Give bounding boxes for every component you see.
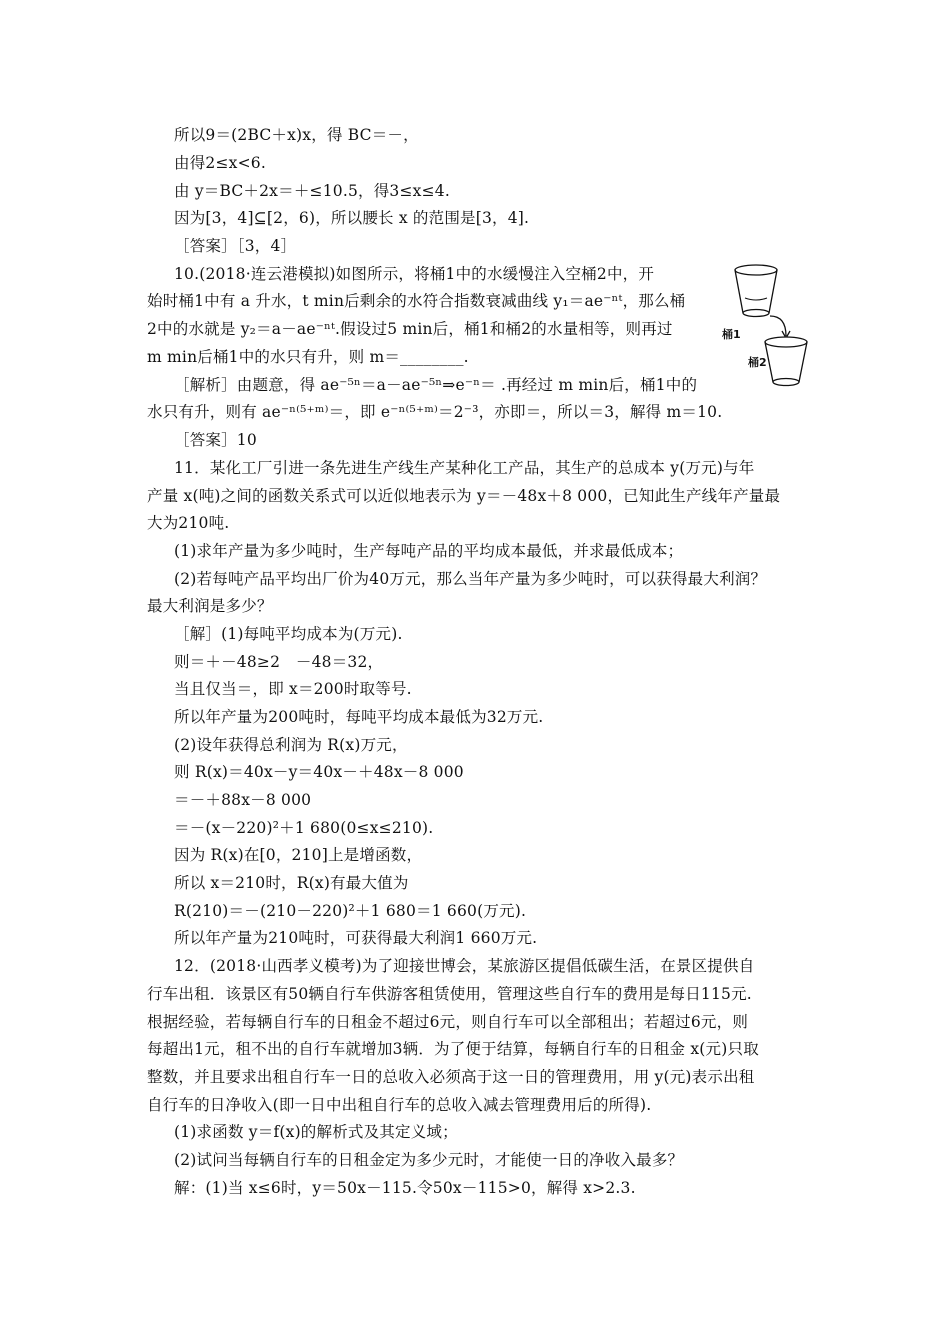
solution-line: 所以年产量为200吨时，每吨平均成本最低为32万元. xyxy=(174,708,544,726)
solution-line: 当且仅当＝，即 x＝200时取等号. xyxy=(174,680,412,698)
problem-11-line: 大为210吨. xyxy=(147,514,230,532)
problem-11-line: 11．某化工厂引进一条先进生产线生产某种化工产品，其生产的总成本 y(万元)与年 xyxy=(174,459,755,477)
answer-line: ［答案］10 xyxy=(174,431,257,449)
solution-line: 则＝＋－48≥2 －48＝32， xyxy=(174,653,384,671)
solution-line: ［解］(1)每吨平均成本为(万元). xyxy=(174,625,403,643)
solution-line: 则 R(x)＝40x－y＝40x－＋48x－8 000 xyxy=(174,763,464,781)
problem-12-line: 每超出1元，租不出的自行车就增加3辆．为了便于结算，每辆自行车的日租金 x(元)只取 xyxy=(147,1040,759,1058)
problem-10-line: m min后桶1中的水只有升，则 m＝________. xyxy=(147,348,469,366)
bucket-figure xyxy=(722,258,822,388)
analysis-line: ［解析］由题意，得 ae⁻⁵ⁿ＝a－ae⁻⁵ⁿ⇒e⁻ⁿ＝ .再经过 m min后，桶1中的 xyxy=(174,376,698,394)
solution-line: ＝－＋88x－8 000 xyxy=(174,791,312,809)
text-line: 由得2≤x<6. xyxy=(174,154,266,172)
problem-12-line: 整数，并且要求出租自行车一日的总收入必须高于这一日的管理费用，用 y(元)表示出租 xyxy=(147,1068,755,1086)
solution-line: 解：(1)当 x≤6时，y＝50x－115.令50x－115>0，解得 x>2.3. xyxy=(174,1179,636,1197)
solution-line: (2)设年获得总利润为 R(x)万元， xyxy=(174,736,408,754)
problem-10-line: 2中的水就是 y₂＝a－ae⁻ⁿᵗ.假设过5 min后，桶1和桶2的水量相等，则再过 xyxy=(147,320,673,338)
problem-12-line: 行车出租．该景区有50辆自行车供游客租赁使用，管理这些自行车的费用是每日115元. xyxy=(147,985,752,1003)
problem-12-line: (1)求函数 y＝f(x)的解析式及其定义域； xyxy=(174,1123,458,1141)
bucket-1-label: 桶1 xyxy=(722,328,741,341)
solution-line: 所以 x＝210时，R(x)有最大值为 xyxy=(174,874,409,892)
problem-12-line: (2)试问当每辆自行车的日租金定为多少元时，才能使一日的净收入最多？ xyxy=(174,1151,684,1169)
pour-arrow-icon xyxy=(770,316,790,338)
bucket-2-label: 桶2 xyxy=(748,356,767,369)
solution-line: ＝－(x－220)²＋1 680(0≤x≤210). xyxy=(174,819,434,837)
answer-line: ［答案］［3，4］ xyxy=(174,237,297,255)
bucket-diagram xyxy=(722,258,822,388)
solution-line: 因为 R(x)在[0，210]上是增函数， xyxy=(174,846,423,864)
bucket-1-icon xyxy=(735,265,777,317)
problem-10-line: 10.(2018·连云港模拟)如图所示，将桶1中的水缓慢注入空桶2中，开 xyxy=(174,265,655,283)
problem-10-line: 始时桶1中有 a 升水，t min后剩余的水符合指数衰减曲线 y₁＝ae⁻ⁿᵗ，那么桶 xyxy=(147,292,686,310)
problem-12-line: 自行车的日净收入(即一日中出租自行车的总收入减去管理费用后的所得). xyxy=(147,1096,652,1114)
text-line: 因为[3，4]⊆[2，6)，所以腰长 x 的范围是[3，4]. xyxy=(174,209,530,227)
solution-line: R(210)＝－(210－220)²＋1 680＝1 660(万元). xyxy=(174,902,527,920)
solution-line: 所以年产量为210吨时，可获得最大利润1 660万元. xyxy=(174,929,538,947)
problem-11-line: 最大利润是多少？ xyxy=(147,597,273,615)
analysis-line: 水只有升，则有 ae⁻ⁿ⁽⁵⁺ᵐ⁾＝，即 e⁻ⁿ⁽⁵⁺ᵐ⁾＝2⁻³，亦即＝，所以＝3，解得 m＝10. xyxy=(147,403,723,421)
problem-11-line: 产量 x(吨)之间的函数关系式可以近似地表示为 y＝－48x＋8 000，已知此生产线年产量最 xyxy=(147,487,781,505)
problem-11-line: (2)若每吨产品平均出厂价为40万元，那么当年产量为多少吨时，可以获得最大利润？ xyxy=(174,570,767,588)
text-line: 由 y＝BC＋2x＝＋≤10.5，得3≤x≤4. xyxy=(174,182,450,200)
problem-12-line: 12．(2018·山西孝义模考)为了迎接世博会，某旅游区提倡低碳生活，在景区提供自 xyxy=(174,957,755,975)
bucket-2-icon xyxy=(765,337,807,386)
problem-12-line: 根据经验，若每辆自行车的日租金不超过6元，则自行车可以全部租出；若超过6元，则 xyxy=(147,1013,749,1031)
text-line: 所以9＝(2BC＋x)x，得 BC＝－， xyxy=(174,126,419,144)
problem-11-line: (1)求年产量为多少吨时，生产每吨产品的平均成本最低，并求最低成本； xyxy=(174,542,684,560)
